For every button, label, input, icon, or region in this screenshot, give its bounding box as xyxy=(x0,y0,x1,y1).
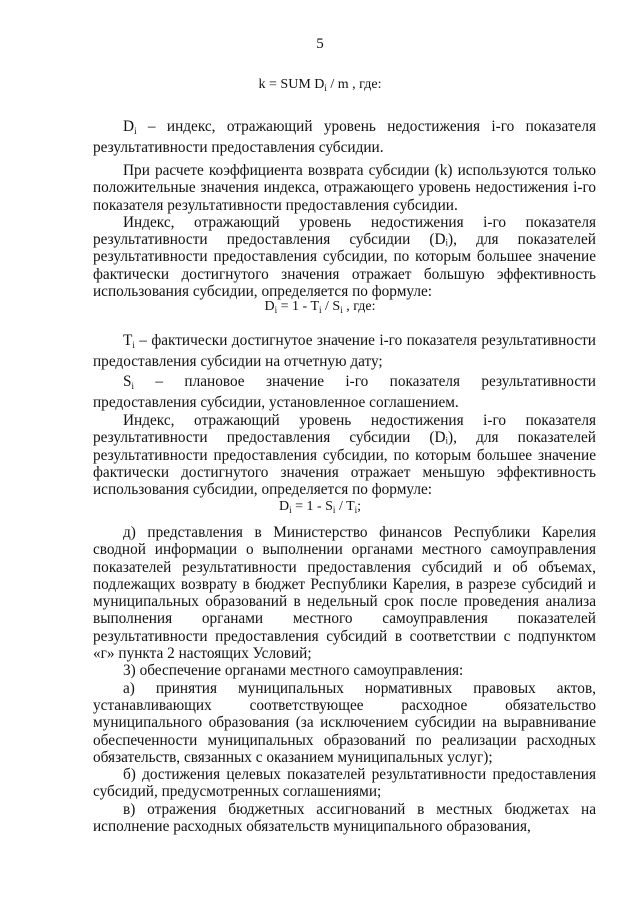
paragraph-item-d: д) представления в Министерство финансов Республики Карелия сводной информации о выполнении органами местного самоуправления показателей результативности предоставления субсидий и об объемах, подлежащих возврату в бюджет Республики Карелия, в разрезе субсидий и муниципальных образований в недельный срок после проведения анализа выполнения органами местного самоуправления показателей результативности предоставления субсидий в соответствии с подпунктом «г» пункта 2 настоящих Условий; xyxy=(93,524,596,663)
paragraph-calculation-note: При расчете коэффициента возврата субсидии (k) используются только положительные значения индекса, отражающего уровень недостижения i-го показателя результативности предоставления субсидии. xyxy=(93,162,596,214)
paragraph-di-definition: $D_i$ – индекс, отражающий уровень недостижения i-го показателя результативности предоставления субсидии. xyxy=(93,118,596,156)
paragraph-item-3: 3) обеспечение органами местного самоуправления: xyxy=(123,662,464,680)
paragraph-item-3c: в) отражения бюджетных ассигнований в местных бюджетах на исполнение расходных обязательств муниципального образования, xyxy=(93,800,596,836)
page-number: 5 xyxy=(316,36,324,52)
formula-di-2: $D_i = 1 - S_i / T_i$; xyxy=(278,499,362,515)
text-block-2 xyxy=(93,331,596,498)
paragraph-index-1: Индекс, отражающий уровень недостижения i-го показателя результативности предоставления субсидии (Dᵢ), для показателей результативности предоставления субсидии, по которым большее значение фактически достигнутого значения отражает большую эффективность использования субсидии, определяется по формуле: xyxy=(93,213,596,301)
text-block-3 xyxy=(93,524,596,835)
formula-k: k = SUM $D_i$ / m , где: xyxy=(258,77,382,93)
formula-di-1: $D_i = 1 - T_i / S_i$ , где: xyxy=(264,299,376,315)
paragraph-si-definition: $S_i$ – плановое значение i-го показателя результативности предоставления субсидии, установленное соглашением. xyxy=(93,373,596,411)
paragraph-item-3a: а) принятия муниципальных нормативных правовых актов, устанавливающих соответствующее расходное обязательство муниципального образования (за исключением субсидии на выравнивание обеспеченности муниципальных образований по реализации расходных обязательств, связанных с оказанием муниципальных услуг); xyxy=(93,679,596,766)
paragraph-item-3b: б) достижения целевых показателей результативности предоставления субсидий, предусмотренных соглашениями; xyxy=(93,766,596,801)
text-block-1 xyxy=(93,117,596,300)
paragraph-index-2: Индекс, отражающий уровень недостижения i-го показателя результативности предоставления субсидии (Dᵢ), для показателей результативности предоставления субсидии, по которым большее значение фактически достигнутого значения отражает меньшую эффективность использования субсидии, определяется по формуле: xyxy=(93,412,596,499)
paragraph-ti-definition: $T_i$ – фактически достигнутое значение i-го показателя результативности предоставления субсидии на отчетную дату; xyxy=(93,332,596,370)
